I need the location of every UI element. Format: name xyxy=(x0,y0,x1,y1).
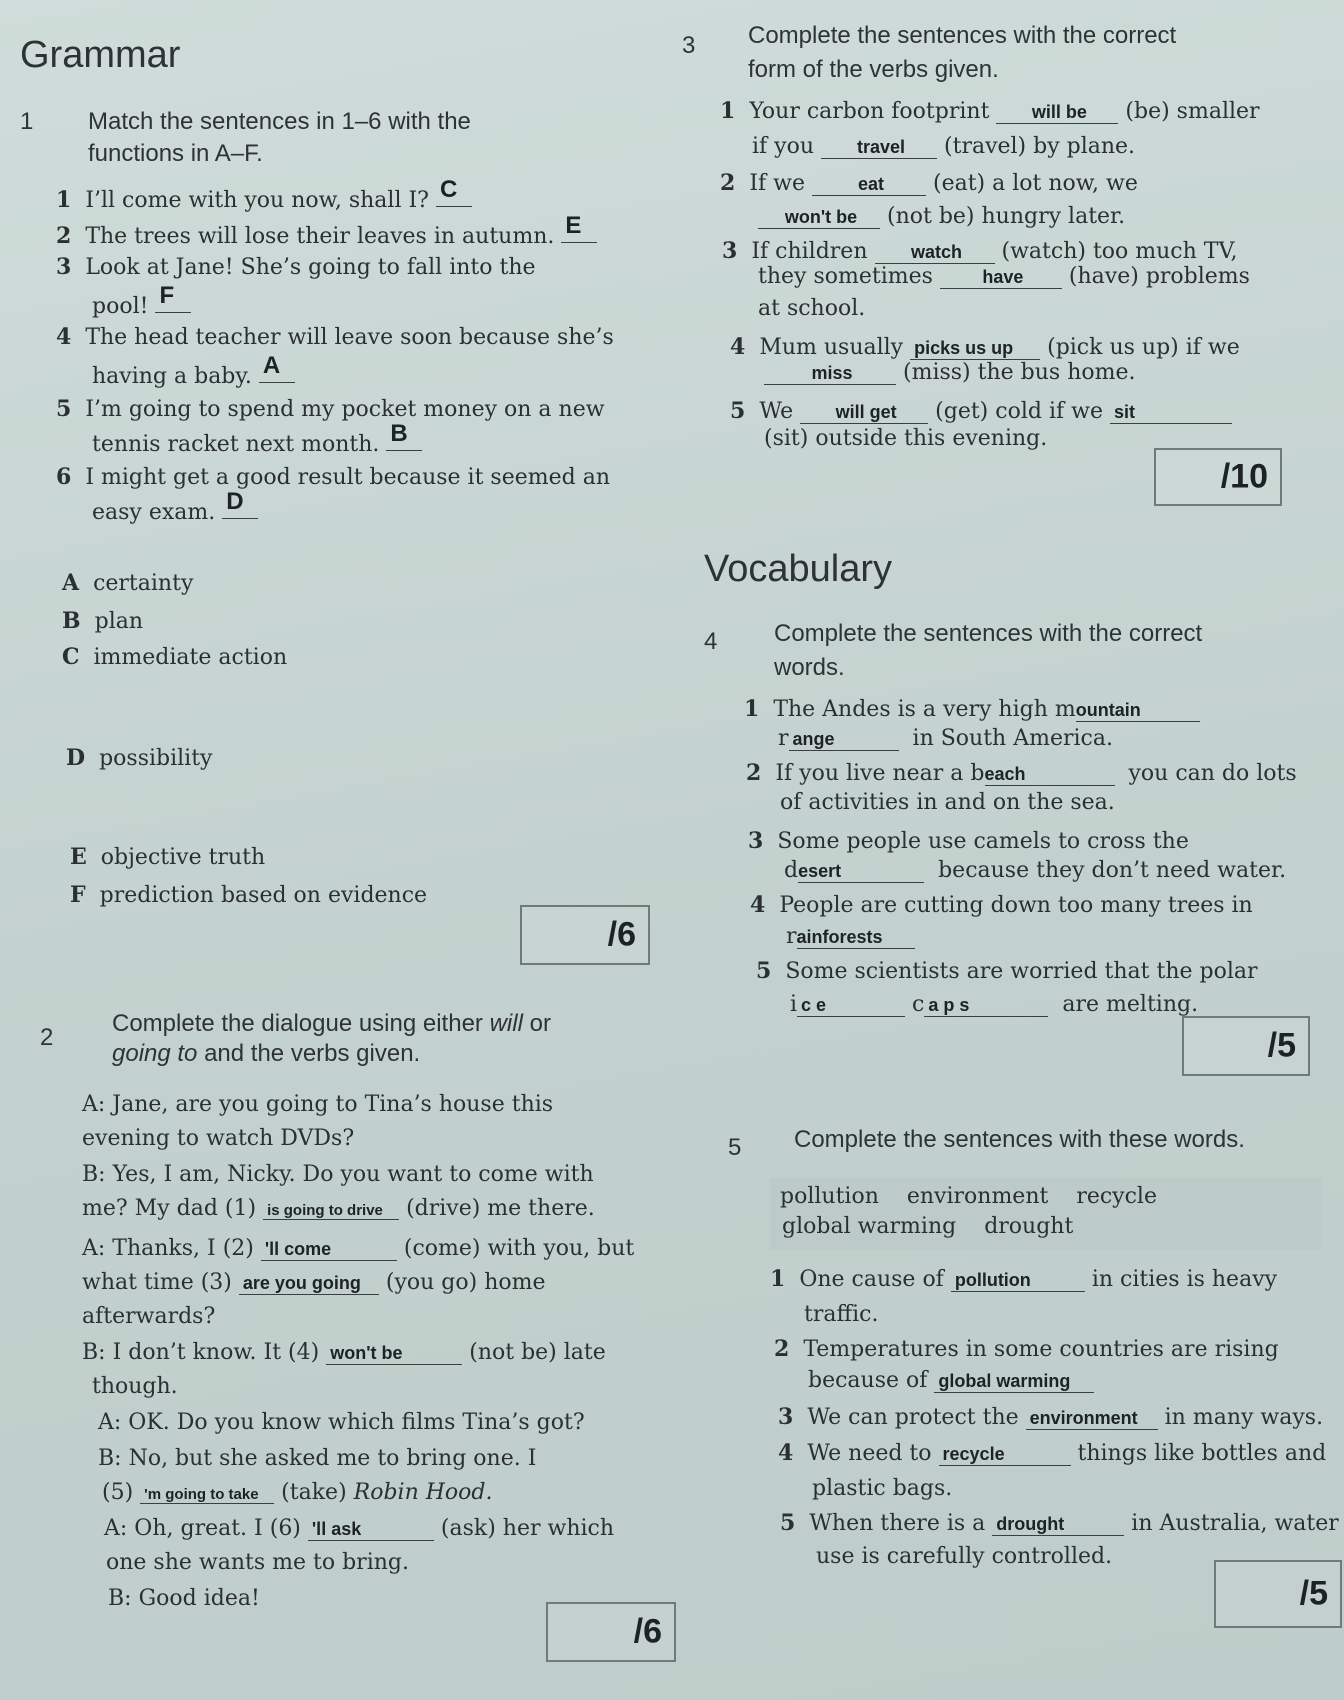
ex1-answer-blank-4[interactable]: A xyxy=(259,358,295,383)
ex5-sentence-3: 3 We can protect the environment in many ways. xyxy=(778,1404,1324,1430)
ex1-score-box[interactable]: /6 xyxy=(520,905,650,965)
ex4-sentence-2-line2: of activities in and on the sea. xyxy=(780,790,1115,815)
ex4-sentence-5-line2: i c e c a p s are melting. xyxy=(790,992,1199,1017)
ex4-answer-1b[interactable]: ange xyxy=(789,729,899,751)
ex5-answer-2[interactable]: global warming xyxy=(934,1371,1094,1393)
ex5-sentence-4: 4 We need to recycle things like bottles and xyxy=(778,1440,1327,1466)
ex4-sentence-4: 4 People are cutting down too many trees in xyxy=(750,892,1253,918)
ex2-answer-4[interactable]: won't be xyxy=(326,1343,462,1365)
ex5-word-pollution: pollution xyxy=(780,1184,879,1209)
ex2-answer-2[interactable]: 'll come xyxy=(261,1239,397,1261)
ex1-function-d: D possibility xyxy=(66,745,213,771)
ex5-word-global-warming: global warming xyxy=(782,1214,957,1239)
ex3-answer-5a[interactable]: will get xyxy=(800,402,928,424)
ex2-line-12: (5) 'm going to take (take) Robin Hood. xyxy=(102,1480,493,1505)
ex1-item-2: 2 The trees will lose their leaves in autumn. E xyxy=(56,218,597,249)
ex4-sentence-1-line2: r ange in South America. xyxy=(778,726,1113,751)
ex1-answer-blank-5[interactable]: B xyxy=(386,426,422,451)
ex3-answer-1b[interactable]: travel xyxy=(821,137,937,159)
ex4-sentence-1: 1 The Andes is a very high mountain xyxy=(744,696,1200,722)
ex2-score-box[interactable]: /6 xyxy=(546,1602,676,1662)
ex2-line-11: B: No, but she asked me to bring one. I xyxy=(98,1446,537,1471)
ex4-sentence-3-line2: desert because they don’t need water. xyxy=(784,858,1287,883)
ex3-sentence-2-line2: won't be (not be) hungry later. xyxy=(758,204,1125,229)
ex2-answer-3[interactable]: are you going xyxy=(239,1273,379,1295)
ex5-number: 5 xyxy=(728,1134,742,1161)
ex4-number: 4 xyxy=(704,628,718,655)
ex2-instruction-line2: going to and the verbs given. xyxy=(112,1040,421,1067)
ex2-line-5: A: Thanks, I (2) 'll come (come) with you, but xyxy=(82,1236,635,1261)
ex4-sentence-2: 2 If you live near a beach you can do lots xyxy=(746,760,1297,786)
ex2-line-2: evening to watch DVDs? xyxy=(82,1126,355,1151)
ex3-answer-4b[interactable]: miss xyxy=(764,363,896,385)
ex3-instruction-line2: form of the verbs given. xyxy=(748,56,999,83)
ex5-sentence-5-line2: use is carefully controlled. xyxy=(816,1544,1113,1569)
ex1-function-b: B plan xyxy=(62,608,144,634)
ex1-function-e: E objective truth xyxy=(70,844,266,870)
ex3-sentence-5-line2: (sit) outside this evening. xyxy=(764,426,1048,451)
ex5-sentence-1-line2: traffic. xyxy=(804,1302,879,1327)
ex1-function-f: F prediction based on evidence xyxy=(70,882,428,908)
ex5-sentence-4-line2: plastic bags. xyxy=(812,1476,953,1501)
vocabulary-heading: Vocabulary xyxy=(704,548,893,590)
ex1-item-5-line2: tennis racket next month. B xyxy=(92,426,422,457)
ex3-sentence-4: 4 Mum usually picks us up (pick us up) if we xyxy=(730,334,1240,360)
ex1-instruction-line2: functions in A–F. xyxy=(88,140,263,167)
ex5-words-row1 xyxy=(780,1184,1157,1209)
ex4-answer-5a[interactable]: c e xyxy=(797,995,905,1017)
ex5-instruction: Complete the sentences with these words. xyxy=(794,1126,1245,1153)
ex5-answer-1[interactable]: pollution xyxy=(951,1270,1085,1292)
ex1-answer-blank-3[interactable]: F xyxy=(155,288,191,313)
ex1-item-6-line2: easy exam. D xyxy=(92,494,258,525)
ex2-answer-1[interactable]: is going to drive xyxy=(263,1202,399,1220)
ex5-word-drought: drought xyxy=(984,1214,1074,1239)
ex3-answer-5b[interactable]: sit xyxy=(1110,402,1232,424)
ex1-item-4-line2: having a baby. A xyxy=(92,358,295,389)
ex3-instruction-line1: Complete the sentences with the correct xyxy=(748,22,1177,49)
ex3-sentence-3-line3: at school. xyxy=(758,296,866,321)
ex5-sentence-5: 5 When there is a drought in Australia, water xyxy=(780,1510,1339,1536)
ex3-answer-3a[interactable]: watch xyxy=(875,242,995,264)
ex2-line-15: B: Good idea! xyxy=(108,1586,260,1611)
ex2-line-7: afterwards? xyxy=(82,1304,216,1329)
ex1-answer-blank-6[interactable]: D xyxy=(222,494,258,519)
ex3-sentence-1: 1 Your carbon footprint will be (be) smaller xyxy=(720,98,1260,124)
ex5-word-recycle: recycle xyxy=(1076,1184,1157,1209)
ex2-line-14: one she wants me to bring. xyxy=(106,1550,409,1575)
ex1-instruction-line1: Match the sentences in 1–6 with the xyxy=(88,108,471,135)
ex1-function-a: A certainty xyxy=(62,570,194,596)
ex3-sentence-4-line2: miss (miss) the bus home. xyxy=(764,360,1135,385)
ex2-answer-5[interactable]: 'm going to take xyxy=(140,1486,274,1504)
ex4-answer-2[interactable]: each xyxy=(985,764,1115,786)
ex4-answer-1a[interactable]: ountain xyxy=(1076,700,1200,722)
ex4-answer-3[interactable]: esert xyxy=(798,861,924,883)
ex2-line-10: A: OK. Do you know which films Tina’s got? xyxy=(98,1410,585,1435)
ex1-item-5: 5 I’m going to spend my pocket money on a new xyxy=(56,396,605,422)
ex5-word-environment: environment xyxy=(906,1184,1049,1209)
ex5-answer-3[interactable]: environment xyxy=(1026,1408,1158,1430)
ex4-instruction-line2: words. xyxy=(774,654,845,681)
ex4-sentence-5: 5 Some scientists are worried that the polar xyxy=(756,958,1258,984)
ex3-sentence-3: 3 If children watch (watch) too much TV, xyxy=(722,238,1238,264)
ex3-answer-2b[interactable]: won't be xyxy=(758,207,880,229)
ex5-sentence-2-line2: because of global warming xyxy=(808,1368,1094,1393)
ex5-score-box[interactable]: /5 xyxy=(1214,1560,1342,1628)
ex3-answer-1a[interactable]: will be xyxy=(996,102,1118,124)
ex2-line-3: B: Yes, I am, Nicky. Do you want to come with xyxy=(82,1162,594,1187)
ex2-line-13: A: Oh, great. I (6) 'll ask (ask) her which xyxy=(104,1516,615,1541)
ex5-answer-5[interactable]: drought xyxy=(992,1514,1124,1536)
ex3-answer-2a[interactable]: eat xyxy=(812,174,926,196)
ex1-item-4: 4 The head teacher will leave soon because she’s xyxy=(56,324,614,350)
ex1-number: 1 xyxy=(20,108,34,135)
ex1-answer-blank-1[interactable]: C xyxy=(436,182,472,207)
ex2-line-6: what time (3) are you going (you go) home xyxy=(82,1270,546,1295)
ex2-instruction-line1: Complete the dialogue using either will or xyxy=(112,1010,551,1037)
ex2-line-9: though. xyxy=(92,1374,178,1399)
ex3-number: 3 xyxy=(682,32,696,59)
ex4-sentence-3: 3 Some people use camels to cross the xyxy=(748,828,1189,854)
ex4-instruction-line1: Complete the sentences with the correct xyxy=(774,620,1203,647)
ex3-sentence-3-line2: they sometimes have (have) problems xyxy=(758,264,1250,289)
ex3-sentence-1-line2: if you travel (travel) by plane. xyxy=(752,134,1136,159)
ex4-answer-5b[interactable]: a p s xyxy=(924,995,1048,1017)
ex3-answer-4a[interactable]: picks us up xyxy=(910,338,1040,360)
ex2-number: 2 xyxy=(40,1024,54,1051)
ex1-item-3: 3 Look at Jane! She’s going to fall into the xyxy=(56,254,536,280)
ex2-line-8: B: I don’t know. It (4) won't be (not be) late xyxy=(82,1340,606,1365)
grammar-heading: Grammar xyxy=(20,34,181,76)
ex3-score-box[interactable]: /10 xyxy=(1154,448,1282,506)
ex2-line-4: me? My dad (1) is going to drive (drive) me there. xyxy=(82,1196,595,1221)
ex3-sentence-5: 5 We will get (get) cold if we sit xyxy=(730,398,1232,424)
ex1-item-1: 1 I’ll come with you now, shall I? C xyxy=(56,182,472,213)
ex1-answer-blank-2[interactable]: E xyxy=(561,218,597,243)
ex4-score-box[interactable]: /5 xyxy=(1182,1016,1310,1076)
ex1-function-c: C immediate action xyxy=(62,644,288,670)
ex5-words-row2 xyxy=(782,1214,1073,1239)
ex4-sentence-4-line2: rainforests xyxy=(786,924,915,949)
ex2-answer-6[interactable]: 'll ask xyxy=(308,1519,434,1541)
ex2-line-1: A: Jane, are you going to Tina’s house this xyxy=(82,1092,554,1117)
ex5-sentence-1: 1 One cause of pollution in cities is heavy xyxy=(770,1266,1278,1292)
ex4-answer-4[interactable]: ainforests xyxy=(797,927,915,949)
ex5-answer-4[interactable]: recycle xyxy=(939,1444,1071,1466)
ex3-sentence-2: 2 If we eat (eat) a lot now, we xyxy=(720,170,1138,196)
ex1-item-3-line2: pool! F xyxy=(92,288,191,319)
ex1-item-6: 6 I might get a good result because it seemed an xyxy=(56,464,610,490)
ex3-answer-3b[interactable]: have xyxy=(940,267,1062,289)
ex5-sentence-2: 2 Temperatures in some countries are rising xyxy=(774,1336,1279,1362)
